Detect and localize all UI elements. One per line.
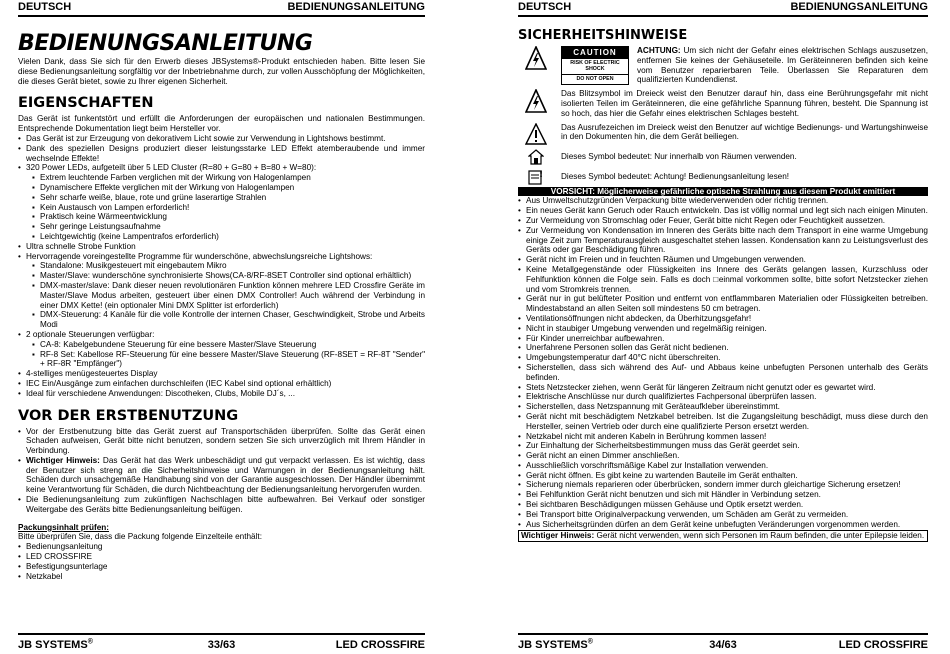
list-item: ▪ Sehr scharfe weiße, blaue, rote und grüne laserartige Strahlen <box>32 193 425 203</box>
exclamation-triangle-icon <box>518 123 553 145</box>
list-item: • Stets Netzstecker ziehen, wenn Gerät für längeren Zeitraum nicht genutzt oder es gewartet wird. <box>518 383 928 393</box>
list-item: • 2 optionale Steuerungen verfügbar: <box>18 330 425 340</box>
features-intro: Das Gerät ist funkentstört und erfüllt die Anforderungen der europäischen und nationalen Bestimmungen. Entsprechende Dokumentation liegt beim Hersteller vor. <box>18 114 425 134</box>
list-item: • Für Kinder unerreichbar aufbewahren. <box>518 334 928 344</box>
caution-label-line1: RISK OF ELECTRIC SHOCK <box>570 59 620 73</box>
list-item: • Aus Umweltschutzgründen Verpackung bitte wiederverwenden oder richtig trennen. <box>518 196 928 206</box>
controller-sublist <box>18 340 425 369</box>
list-item: • Umgebungstemperatur darf 40°C nicht überschreiten. <box>518 353 928 363</box>
list-item: • Bei sichtbaren Beschädigungen müssen Gehäuse und Optik ersetzt werden. <box>518 500 928 510</box>
header-language: DEUTSCH <box>518 1 572 13</box>
list-item: • Sicherstellen, dass sich während des Auf- und Abbaus keine unbefugten Personen unterhalb des Geräts befinden. <box>518 363 928 383</box>
list-item: ▪ Kein Austausch von Lampen erforderlich! <box>32 203 425 213</box>
footer-product: LED CROSSFIRE <box>838 639 928 651</box>
list-item: • 4-stelliges menügesteuertes Display <box>18 369 425 379</box>
list-item: • Zur Vermeidung von Kondensation im Inneren des Geräts bitte nach dem Transport in eine warme Umgebung einige Zeit zum Temperaturausgleich ausgeschaltet stehen lassen. Kondensation kann zu Leistungsverlust des Geräts oder gar Beschädigung führen. <box>518 226 928 255</box>
list-item: • Gerät nicht an einen Dimmer anschließen. <box>518 451 928 461</box>
list-item: • Bei Transport bitte Originalverpackung verwenden, um Schäden am Gerät zu vermeiden. <box>518 510 928 520</box>
safety-heading: SICHERHEITSHINWEISE <box>518 28 688 43</box>
list-item: ▪ Standalone: Musikgesteuert mit eingebautem Mikro <box>32 261 425 271</box>
lightning-block <box>518 89 928 118</box>
list-item: • IEC Ein/Ausgänge zum einfachen durchschleifen (IEC Kabel sind optional erhältlich) <box>18 379 425 389</box>
important-label: Wichtiger Hinweis: <box>26 455 100 465</box>
caution-label-icon <box>561 46 629 85</box>
list-item: • LED CROSSFIRE <box>18 552 425 562</box>
page-footer <box>518 633 928 653</box>
list-item: ▪ Leichtgewichtig (keine Lampentrafos erforderlich) <box>32 232 425 242</box>
list-item: • Ventilationsöffnungen nicht abdecken, da Überhitzungsgefahr! <box>518 314 928 324</box>
list-item: ▪ Sehr geringe Leistungsaufnahme <box>32 222 425 232</box>
indoor-use-icon <box>518 149 553 165</box>
header-manual-title: BEDIENUNGSANLEITUNG <box>287 1 425 13</box>
list-item: ▪ CA-8: Kabelgebundene Steuerung für eine bessere Master/Slave Steuerung <box>32 340 425 350</box>
lightning-triangle-icon <box>518 89 553 118</box>
svg-text:!: ! <box>538 169 543 180</box>
footer-brand: JB SYSTEMS® <box>18 638 93 651</box>
list-item: • Sicherung niemals reparieren oder überbrücken, sondern immer durch gleichartige Sicherung ersetzen! <box>518 480 928 490</box>
list-item: ▪ RF-8 Set: Kabellose RF-Steuerung für eine bessere Master/Slave Steuerung (RF-8SET = RF-8T "Sender" + RF-8R "Empfänger") <box>32 350 425 370</box>
list-item: • Gerät nur in gut belüfteter Position und entfernt von entflammbaren Materialien oder Flüssigkeiten betreiben. Mindestabstand an allen Seiten soll mindestens 50 cm betragen. <box>518 294 928 314</box>
manual-title: BEDIENUNGSANLEITUNG <box>18 31 313 56</box>
lightning-triangle-icon <box>518 46 553 85</box>
list-item: • Zur Vermeidung von Stromschlag oder Feuer, Gerät bitte nicht Regen oder Feuchtigkeit aussetzen. <box>518 216 928 226</box>
page-number: 33/63 <box>207 639 236 651</box>
first-use-heading: VOR DER ERSTBENUTZUNG <box>18 407 239 424</box>
list-item: • Vor der Erstbenutzung bitte das Gerät zuerst auf Transportschäden überprüfen. Sollte das Gerät einen Schaden aufweisen, Gerät bitte nicht benutzen, sondern setzen Sie sich unverzüglich mit Ihrem Händler in Verbindung. <box>18 427 425 456</box>
list-item: ▪ Praktisch keine Wärmeentwicklung <box>32 212 425 222</box>
list-item: • Ausschließlich vorschriftsmäßige Kabel zur Installation verwenden. <box>518 461 928 471</box>
page-footer <box>18 633 425 653</box>
safety-list <box>518 196 928 529</box>
program-sublist <box>18 261 425 330</box>
list-item: ▪ DMX-master/slave: Dank dieser neuen revolutionären Funktion können mehrere LED Crossfire Geräte im Master/Slave Modus arbeiten, gesteuert über einen DMX Controller! Auch während der Verbindung in einer DMX Kette! (ein optionaler Mini DMX Splitter ist erforderlich) <box>32 281 425 310</box>
list-item: • Dank des speziellen Designs produziert dieser leistungsstarke LED Effekt atemberaubende und immer wechselnde Effekte! <box>18 144 425 164</box>
important-text: Das Gerät hat das Werk unbeschädigt und gut verpackt verlassen. Es ist wichtig, dass der Benutzer sich streng an die Sicherheitshinweise und Warnungen in der Bedienungsanleitung hält. Schäden durch unsachgemäße Handhabung sind von der Garantie ausgeschlossen. Der Händler übernimmt keine Verantwortung für Schäden, die durch Nichtbeachtung der Bedienungsanleitung hervorgerufen wurden. <box>26 455 425 495</box>
list-item: • Gerät nicht im Freien und in feuchten Räumen und Umgebungen verwenden. <box>518 255 928 265</box>
list-item: • Ein neues Gerät kann Geruch oder Rauch entwickeln. Das ist völlig normal und legt sich nach einigen Minuten. <box>518 206 928 216</box>
package-list <box>18 542 425 581</box>
list-item: • Ultra schnelle Strobe Funktion <box>18 242 425 252</box>
header-manual-title: BEDIENUNGSANLEITUNG <box>790 1 928 13</box>
read-manual-icon <box>518 169 553 185</box>
footer-brand: JB SYSTEMS® <box>518 638 593 651</box>
manual-block <box>518 169 928 185</box>
list-item: • Unerfahrene Personen sollen das Gerät nicht bedienen. <box>518 343 928 353</box>
header-language: DEUTSCH <box>18 1 72 13</box>
list-item: ▪ Master/Slave: wunderschöne synchronisierte Shows(CA-8/RF-8SET Controller sind optional erhältlich) <box>32 271 425 281</box>
list-item: • 320 Power LEDs, aufgeteilt über 5 LED Cluster (R=80 + G=80 + B=80 + W=80): <box>18 163 425 173</box>
intro-paragraph: Vielen Dank, dass Sie sich für den Erwerb dieses JBSystems®-Produkt entschieden haben. Bitte lesen Sie diese Bedienungsanleitung sorgfältig vor der Inbetriebnahme durch, zur vollen Ausschöpfung der Möglichkeiten, die dieses Gerät bietet, sowie zu Ihrer eigenen Sicherheit. <box>18 57 425 86</box>
list-item: • Keine Metallgegenstände oder Flüssigkeiten ins Innere des Geräts gelangen lassen, Kurzschluss oder Fehlfunktion können die Folge sein. Falls es doch □einmal vorkommen sollte, bitte sofort Netzstecker ziehen und vom Stromkreis trennen. <box>518 265 928 294</box>
optical-radiation-warning: VORSICHT: Möglicherweise gefährliche optische Strahlung aus diesem Produkt emittiert <box>518 187 928 197</box>
list-item: • Gerät nicht mit beschädigtem Netzkabel betreiben. Ist die Zugangsleitung beschädigt, muss diese durch den Hersteller, seinen Vertrieb oder durch eine qualifizierte Person ersetzt werden. <box>518 412 928 432</box>
caution-block <box>518 46 928 85</box>
lightning-text: Das Blitzsymbol im Dreieck weist den Benutzer darauf hin, dass eine Berührungsgefahr mit nicht isolierten Teilen im Geräteinneren, die eine gefährliche Spannung führen, besteht. Die Spannung ist so hoch, das hier die Gefahr eines elektrischen Schlages besteht. <box>561 89 928 118</box>
list-item: • Netzkabel <box>18 572 425 582</box>
list-item: • Hervorragende voreingestellte Programme für wunderschöne, abwechslungsreiche Lightshows: <box>18 252 425 262</box>
page-left <box>18 0 425 654</box>
list-item: • Nicht in staubiger Umgebung verwenden und regelmäßig reinigen. <box>518 324 928 334</box>
list-item: • Sicherstellen, dass Netzspannung mit Geräteaufkleber übereinstimmt. <box>518 402 928 412</box>
caution-label: ACHTUNG: <box>637 46 681 55</box>
page-number: 34/63 <box>709 639 737 651</box>
list-item: ▪ Dynamischere Effekte verglichen mit der Wirkung von Halogenlampen <box>32 183 425 193</box>
first-use-list <box>18 427 425 515</box>
important-label: Wichtiger Hinweis: <box>521 531 595 541</box>
footer-product: LED CROSSFIRE <box>335 639 425 651</box>
package-intro: Bitte überprüfen Sie, dass die Packung folgende Einzelteile enthält: <box>18 532 262 542</box>
list-item: • Zur Einhaltung der Sicherheitsbestimmungen muss das Gerät geerdet sein. <box>518 441 928 451</box>
exclamation-block <box>518 123 928 145</box>
list-item <box>18 456 425 495</box>
list-item: • Bei Fehlfunktion Gerät nicht benutzen und sich mit Händler in Verbindung setzen. <box>518 490 928 500</box>
caution-text: ACHTUNG: Um sich nicht der Gefahr eines elektrischen Schlags auszusetzen, entfernen Sie keines der Gehäuseteile. Im Geräteinneren befinden sich keine vom Benutzer reparierbaren Teile. Überlassen Sie Reparaturen dem qualifizierten Kundendienst. <box>637 46 928 85</box>
manual-text: Dieses Symbol bedeutet: Achtung! Bedienungsanleitung lesen! <box>561 171 790 181</box>
features-heading: EIGENSCHAFTEN <box>18 95 154 112</box>
page-right <box>518 0 928 654</box>
list-item: • Bedienungsanleitung <box>18 542 425 552</box>
list-item: • Elektrische Anschlüsse nur durch qualifiziertes Fachpersonal überprüfen lassen. <box>518 392 928 402</box>
page-header <box>518 0 928 17</box>
epilepsy-note: Wichtiger Hinweis: Gerät nicht verwenden, wenn sich Personen im Raum befinden, die unter Epilepsie leiden. <box>518 530 928 542</box>
list-item: • Ideal für verschiedene Anwendungen: Discotheken, Clubs, Mobile DJ´s, ... <box>18 389 425 399</box>
indoor-text: Dieses Symbol bedeutet: Nur innerhalb von Räumen verwenden. <box>561 151 797 161</box>
package-heading: Packungsinhalt prüfen: <box>18 522 109 532</box>
list-item: • Aus Sicherheitsgründen dürfen an dem Gerät keine unbefugten Veränderungen vorgenommen werden. <box>518 520 928 530</box>
indoor-block <box>518 149 928 165</box>
led-sublist <box>18 173 425 242</box>
list-item: • Das Gerät ist zur Erzeugung von dekorativem Licht sowie zur Verwendung in Lightshows bestimmt. <box>18 134 425 144</box>
list-item: ▪ DMX-Steuerung: 4 Kanäle für die volle Kontrolle der internen Chaser, Geschwindigkeit, Strobe und Arbeits Modi <box>32 310 425 330</box>
caution-label-head: CAUTION <box>562 47 628 59</box>
list-item: • Befestigungsunterlage <box>18 562 425 572</box>
page-header <box>18 0 425 17</box>
list-item: • Die Bedienungsanleitung zum zukünftigen Nachschlagen bitte aufbewahren. Bei Verkauf oder sonstiger Weitergabe des Geräts bitte Bedienungsanleitung beifügen. <box>18 495 425 515</box>
list-item: • Netzkabel nicht mit anderen Kabeln in Berührung kommen lassen! <box>518 432 928 442</box>
exclamation-text: Das Ausrufezeichen im Dreieck weist den Benutzer auf wichtige Bedienungs- und Wartungshinweise in den Dokumenten hin, die dem Gerät beiliegen. <box>561 122 928 142</box>
list-item: • Gerät nicht öffnen. Es gibt keine zu wartenden Bauteile im Gerät enthalten. <box>518 471 928 481</box>
features-list <box>18 134 425 399</box>
caution-label-line2: DO NOT OPEN <box>562 74 628 84</box>
list-item: ▪ Extrem leuchtende Farben verglichen mit der Wirkung von Halogenlampen <box>32 173 425 183</box>
